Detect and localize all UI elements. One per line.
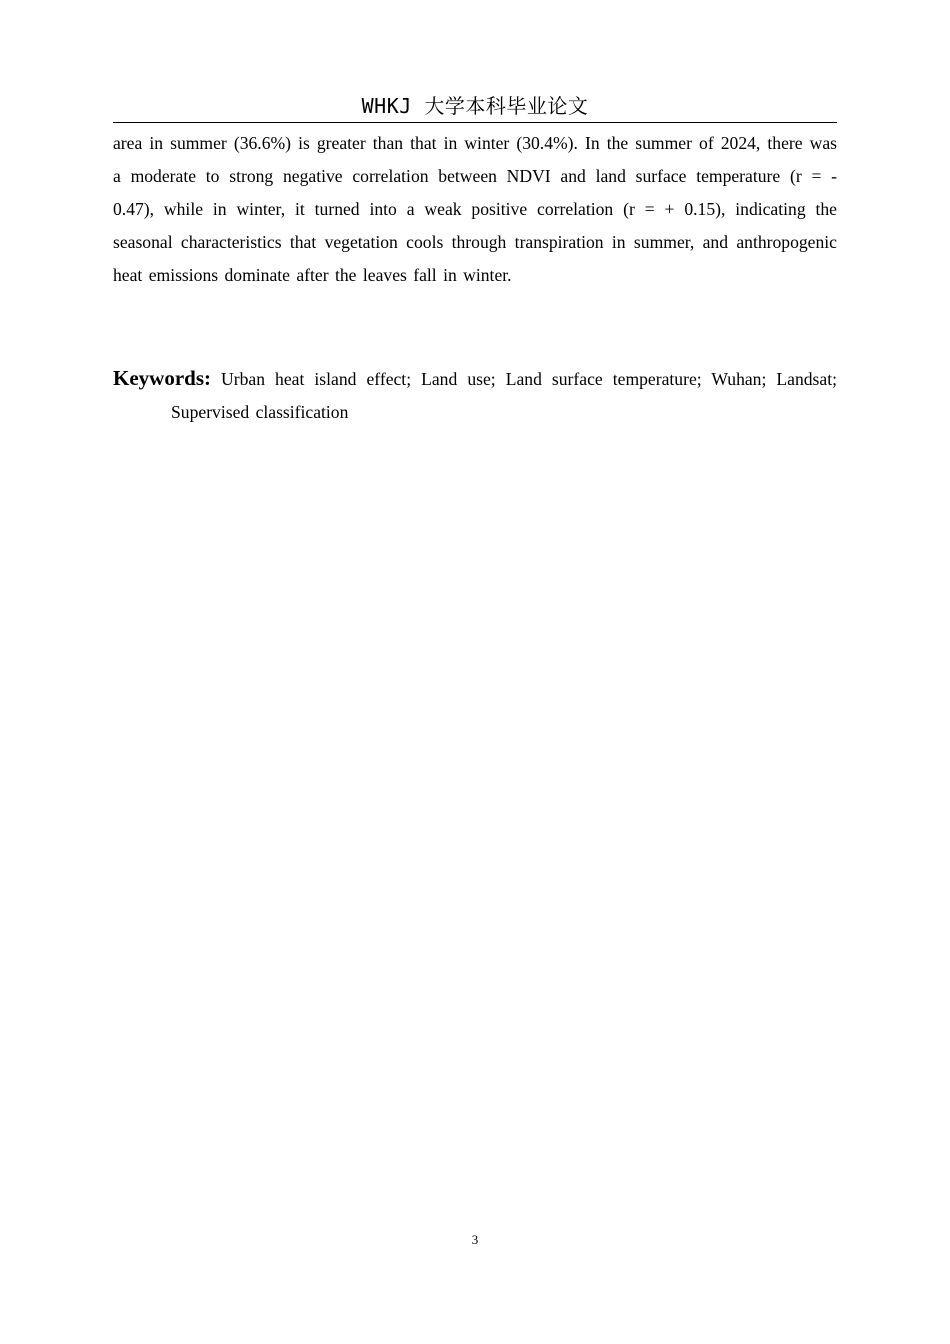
keywords-text: Urban heat island effect; Land use; Land surface temperature; Wuhan; Landsat; Supervised classification [171, 369, 837, 422]
keywords-label: Keywords: [113, 366, 211, 390]
keywords-line [113, 362, 837, 429]
abstract-paragraph: area in summer (36.6%) is greater than that in winter (30.4%). In the summer of 2024, there was a moderate to strong negative correlation between NDVI and land surface temperature (r = - 0.47), while in winter, it turned into a weak positive correlation (r = + 0.15), indicating the seasonal characteristics that vegetation cools through transpiration in summer, and anthropogenic heat emissions dominate after the leaves fall in winter. [113, 133, 837, 285]
page-number: 3 [471, 1232, 479, 1247]
page-header: WHKJ 大学本科毕业论文 [113, 92, 837, 123]
